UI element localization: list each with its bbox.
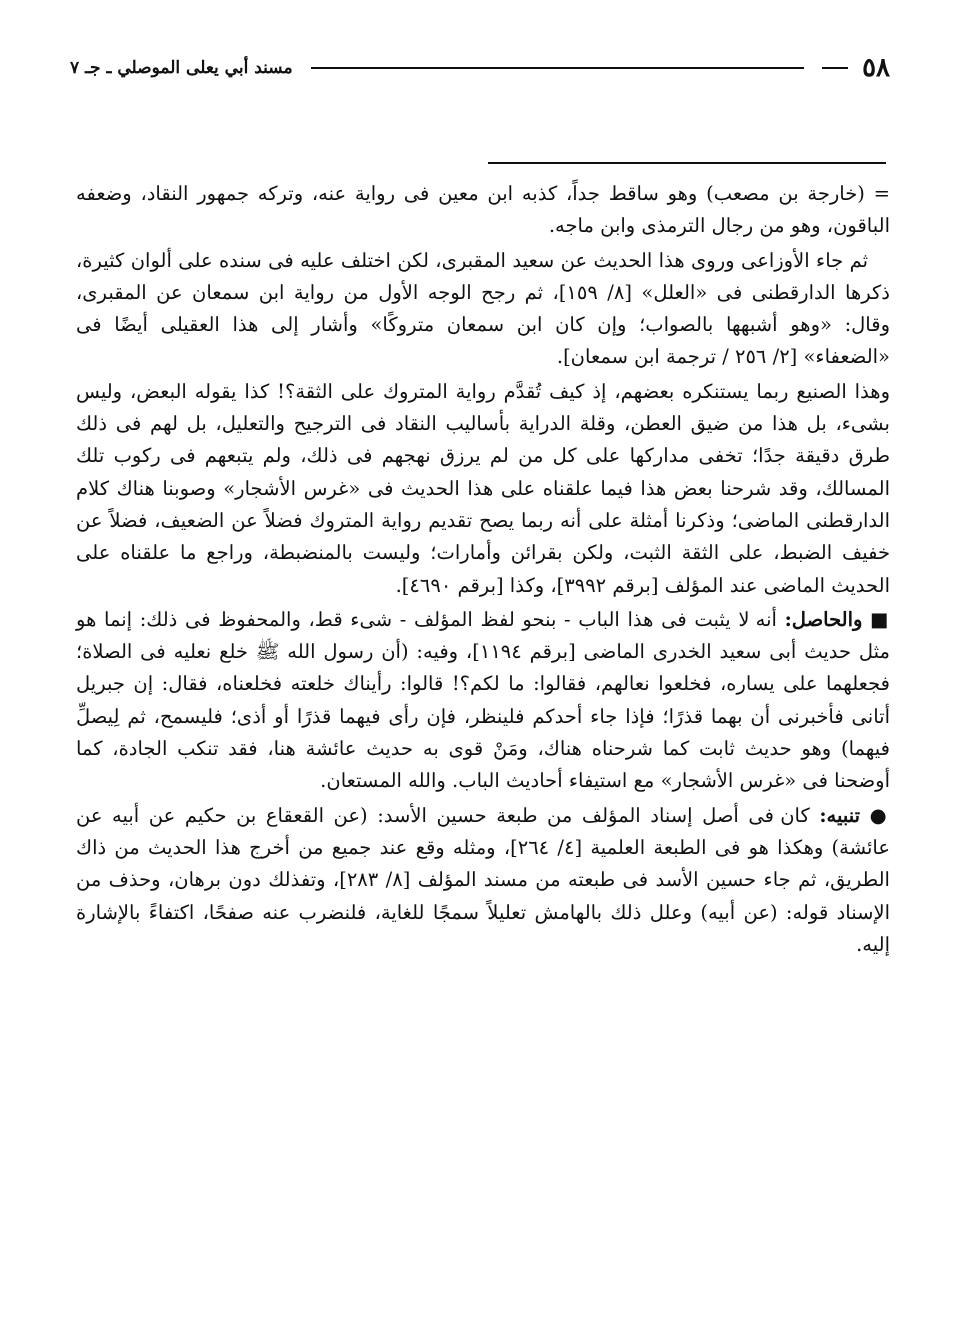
- paragraph-term: تنبيه:: [819, 803, 861, 827]
- footnote-separator: [488, 162, 886, 164]
- running-header: [70, 48, 890, 88]
- footnotes-body: [76, 178, 890, 961]
- footnote-paragraph: [76, 376, 890, 602]
- paragraph-text: وهذا الصنيع ربما يستنكره بعضهم، إذ كيف تُقدَّم رواية المتروك على الثقة؟! كذا يقوله البعض، وليس بشىء، بل هذا من ضيق العطن، وقلة الدراية بأساليب النقاد فى الترجيح والتعليل، بل لهم فى ذلك طرق دقيقة جدًا؛ تخفى مداركها على كل من لم يرزق نهجهم فى ذلك، ولم يتبعهم فى ركوب تلك المسالك، وقد شرحنا بعض هذا فيما علقناه على هذا الحديث فى «غرس الأشجار» وصوبنا هناك كلام الدارقطنى الماضى؛ وذكرنا أمثلة على أنه ربما يصح تقديم رواية المتروك فضلاً عن الضعيف، فضلاً عن خفيف الضبط، على الثقة الثبت، ولكن بقرائن وأمارات؛ وليست بالمنضبطة، وراجع ما علقناه على الحديث الماضى عند المؤلف [برقم ٣٩٩٢]، وكذا [برقم ٤٦٩٠].: [76, 379, 890, 597]
- header-rule: [311, 67, 805, 69]
- paragraph-term: والحاصل:: [784, 607, 863, 631]
- header-dash: [822, 67, 848, 69]
- continuation-marker: =: [873, 182, 890, 205]
- footnote-paragraph: [76, 245, 890, 374]
- round-bullet-icon: ●: [869, 803, 891, 827]
- footnote-paragraph-summary: [76, 604, 890, 798]
- square-bullet-icon: ■: [870, 607, 891, 631]
- footnote-paragraph-note: [76, 800, 890, 961]
- page-number: ٥٨: [862, 53, 890, 83]
- paragraph-text: ثم جاء الأوزاعى وروى هذا الحديث عن سعيد المقبرى، لكن اختلف عليه فى سنده على ألوان كثيرة، ذكرها الدارقطنى فى «العلل» [٨/ ١٥٩]، ثم رجح الوجه الأول من رواية ابن سمعان عن المقبرى، وقال: «وهو أشبهها بالصواب؛ وإن كان ابن سمعان متروكًا» وأشار إلى هذا العقيلى أيضًا فى «الضعفاء» [٢/ ٢٥٦ / ترجمة ابن سمعان].: [76, 248, 890, 369]
- paragraph-text: أنه لا يثبت فى هذا الباب - بنحو لفظ المؤلف - شىء قط، والمحفوظ فى ذلك: إنما هو مثل حديث أبى سعيد الخدرى الماضى [برقم ١١٩٤]، وفيه: (أن رسول الله ﷺ خلع نعليه فى الصلاة؛ فجعلهما على يساره، فخلعوا نعالهم، فقالوا: ما لكم؟! قالوا: رأيناك خلعته فخلعناه، فقال: إن جبريل أتانى فأخبرنى أن بهما قذرًا؛ فإذا جاء أحدكم فلينظر، فإن رأى فيهما قذرًا أو أذى؛ فليسمح، ثم لِيصلِّ فيهما) وهو حديث ثابت كما شرحناه هناك، ومَنْ قوى به حديث عائشة هنا، فقد تنكب الجادة، كما أوضحنا فى «غرس الأشجار» مع استيفاء أحاديث الباب. والله المستعان.: [76, 607, 891, 793]
- footnote-paragraph-continuation: [76, 178, 890, 243]
- paragraph-text: (خارجة بن مصعب) وهو ساقط جداً، كذبه ابن معين فى رواية عنه، وتركه جمهور النقاد، وضعفه الباقون، وهو من رجال الترمذى وابن ماجه.: [76, 182, 890, 238]
- book-title: مسند أبي يعلى الموصلي ـ جـ ٧: [70, 58, 293, 78]
- paragraph-text: كان فى أصل إسناد المؤلف من طبعة حسين الأسد: (عن القعقاع بن حكيم عن أبيه عن عائشة) وهكذا هو فى الطبعة العلمية [٤/ ٢٦٤]، ومثله وقع عند جميع من أخرج هذا الحديث من ذاك الطريق، ثم جاء حسين الأسد فى طبعته من مسند المؤلف [٨/ ٢٨٣]، وتفذلك دون برهان، وحذف من الإسناد قوله: (عن أبيه) وعلل ذلك بالهامش تعليلاً سمجًا للغاية، فلنضرب عنه صفحًا، اكتفاءً بالإشارة إليه.: [76, 803, 890, 956]
